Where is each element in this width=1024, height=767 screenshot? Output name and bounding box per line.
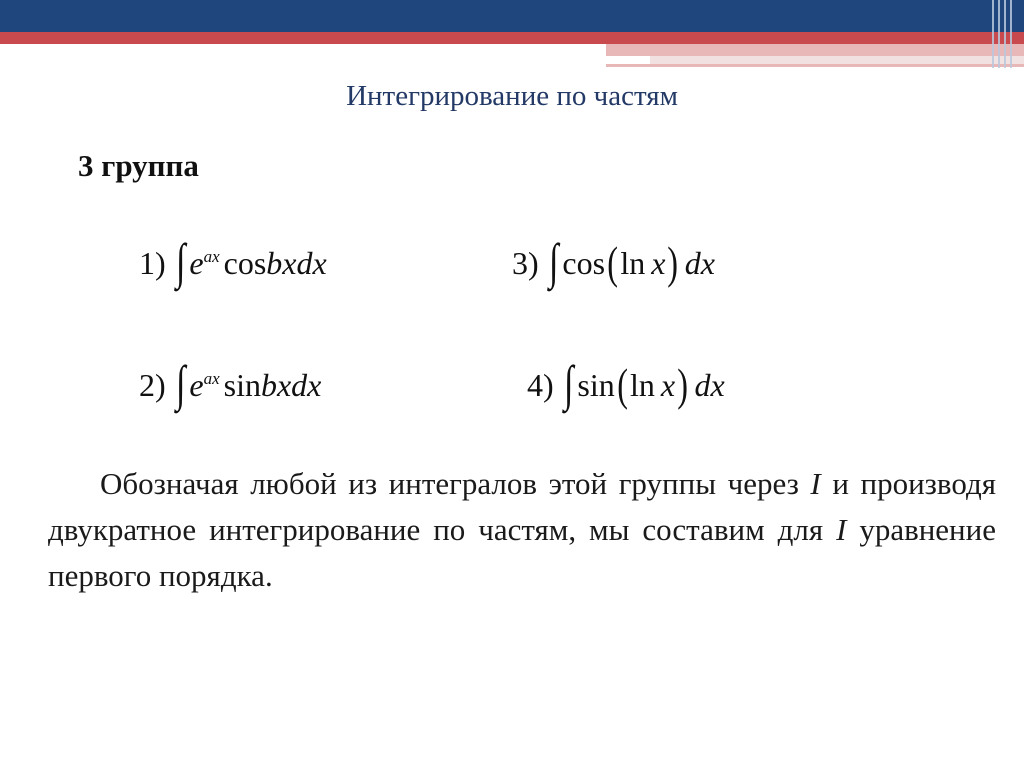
formula-index: 4) [527,366,554,403]
explanation-paragraph [48,461,996,599]
formula-open-paren: ( [617,359,628,410]
formula-tail: dx [684,244,715,281]
formula-tail: dx [694,366,725,403]
paragraph-text: Обозначая любой из интегралов этой группы через [100,466,811,501]
integral-variable: I [836,512,847,547]
formula-4 [527,355,725,411]
integral-sign: ∫ [175,355,186,411]
formula-close-paren: ) [677,359,689,410]
paragraph-text: уравнение первого порядка. [48,512,996,593]
integral-variable: I [810,466,821,501]
formula-close-paren: ) [667,237,679,288]
group-label: 3 группа [78,148,199,183]
formula-open-paren: ( [607,237,619,288]
formula-index: 2) [139,366,166,403]
formula-2 [139,355,322,411]
header-stripe [998,0,1000,68]
formula-index: 3) [512,244,539,281]
formula-1 [139,233,327,289]
formula-tail: bxdx [266,244,327,281]
formula-var: x [651,244,666,281]
formula-inner-func: ln [630,366,655,403]
formula-tail: bxdx [260,366,322,403]
formula-base: e [189,244,204,281]
formula-inner-func: ln [620,244,646,281]
formula-3 [512,233,715,289]
formula-exponent: ax [203,247,220,266]
formula-func: cos [223,244,267,281]
formula-index: 1) [139,244,166,281]
integral-sign: ∫ [563,355,574,411]
formula-var: x [660,366,676,403]
slide-title: Интегрирование по частям [346,80,678,112]
header-band-navy [0,0,1024,32]
header-band-line [606,64,1024,67]
integral-sign: ∫ [175,233,186,289]
paragraph-text: и производя двукратное интегрирование по частям, мы составим для [48,466,996,547]
formula-exponent: ax [203,369,220,388]
formula-base: e [189,366,204,403]
integral-sign: ∫ [548,233,559,289]
formula-func: sin [223,366,261,403]
header-stripe [992,0,994,68]
header-stripe [1010,0,1012,68]
header-band-red [0,32,1024,44]
header-stripe [1004,0,1006,68]
formula-func: cos [562,244,606,281]
header-band-pink [606,44,1024,56]
formula-func: sin [577,366,615,403]
